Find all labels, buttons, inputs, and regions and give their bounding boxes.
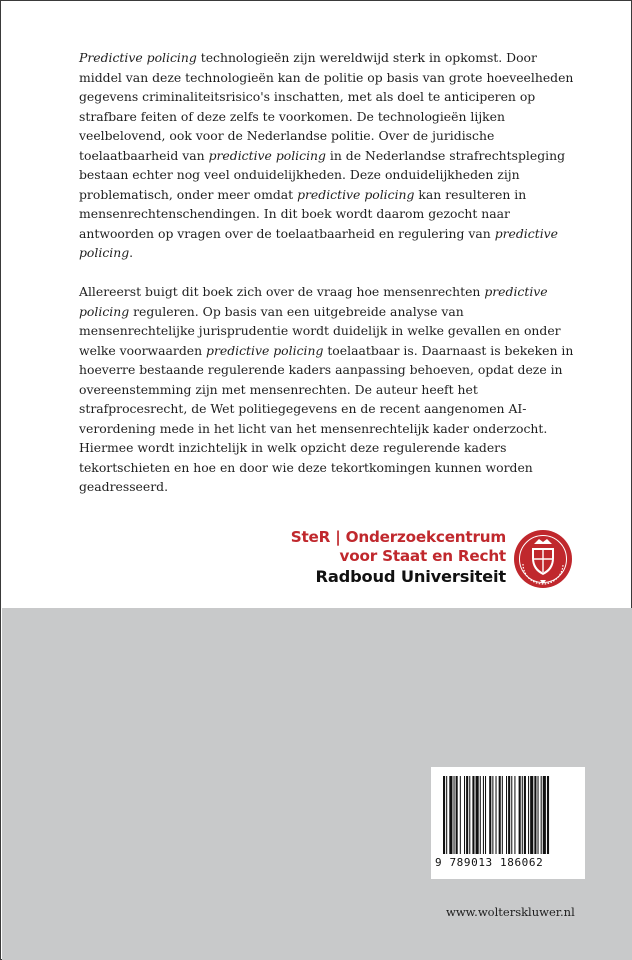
barcode-bar xyxy=(506,776,507,854)
barcode-bar xyxy=(476,776,479,854)
logo-line-staat-en-recht: voor Staat en Recht xyxy=(339,547,506,565)
barcode-bar xyxy=(543,776,546,854)
isbn-barcode xyxy=(431,767,585,879)
barcode-bar xyxy=(456,776,458,854)
barcode-bar xyxy=(496,776,497,854)
barcode-bar xyxy=(464,776,465,854)
publisher-logo xyxy=(290,528,586,590)
barcode-bar xyxy=(480,776,481,854)
barcode-bar xyxy=(502,776,503,854)
barcode-bar xyxy=(538,776,539,854)
barcode-bars-icon xyxy=(443,776,575,854)
barcode-bar xyxy=(443,776,445,854)
barcode-bar xyxy=(522,776,523,854)
barcode-bar xyxy=(524,776,526,854)
barcode-bar xyxy=(528,776,529,854)
barcode-bar xyxy=(547,776,549,854)
barcode-bar xyxy=(514,776,515,854)
barcode-bar xyxy=(519,776,521,854)
logo-line-ster: SteR | Onderzoekcentrum xyxy=(290,528,506,546)
barcode-bar xyxy=(454,776,455,854)
barcode-bar xyxy=(469,776,470,854)
barcode-bar xyxy=(472,776,474,854)
publisher-url: www.wolterskluwer.nl xyxy=(446,905,575,919)
barcode-bar xyxy=(530,776,533,854)
barcode-bar xyxy=(492,776,493,854)
barcode-bar xyxy=(534,776,536,854)
barcode-bar xyxy=(499,776,501,854)
barcode-bar xyxy=(446,776,447,854)
barcode-bar xyxy=(485,776,486,854)
logo-line-radboud: Radboud Universiteit xyxy=(315,567,506,586)
blurb-paragraph-2: Allereerst buigt dit boek zich over de vraag hoe mensenrechten predictive policing reguleren. Op basis van een uitgebreide analyse van mensenrechtelijke jurisprudentie wordt duidelijk in welke gevallen en onder welke voorwaarden predictive policing toelaatbaar is. Daarnaast is bekeken in hoeverre bestaande regulerende kaders aanpassing behoeven, opdat deze in overeenstemming zijn met mensenrechten. De auteur heeft het strafprocesrecht, de Wet politiegegevens en de recent aangenomen AI-verordening mede in het licht van het mensenrechtelijk kader onderzocht. Hiermee wordt inzichtelijk in welk opzicht deze regulerende kaders tekortschieten en hoe en door wie deze tekortkomingen kunnen worden geadresseerd. xyxy=(79,284,574,494)
blurb-paragraph-1: Predictive policing technologieën zijn wereldwijd sterk in opkomst. Door middel van deze technologieën kan de politie op basis van grote hoeveelheden gegevens criminaliteitsrisico's inschatten, met als doel te anticiperen op strafbare feiten of deze zelfs te voorkomen. De technologieën lijken veelbelovend, ook voor de Nederlandse politie. Over de juridische toelaatbaarheid van predictive policing in de Nederlandse strafrechtspleging bestaan echter nog veel onduidelijkheden. Deze onduidelijkheden zijn problematisch, onder meer omdat predictive policing kan resulteren in mensenrechtenschendingen. In dit boek wordt daarom gezocht naar antwoorden op vragen over de toelaatbaarheid en regulering van predictive policing. xyxy=(79,50,574,260)
barcode-bar xyxy=(460,776,461,854)
barcode-bar xyxy=(489,776,491,854)
barcode-bar xyxy=(466,776,468,854)
barcode-bar xyxy=(483,776,484,854)
barcode-bar xyxy=(541,776,542,854)
blurb-text xyxy=(79,48,575,516)
barcode-bar xyxy=(449,776,452,854)
isbn-digits: 9 789013 186062 xyxy=(435,856,544,869)
barcode-bar xyxy=(508,776,510,854)
radboud-seal-icon xyxy=(510,528,580,590)
barcode-bar xyxy=(511,776,512,854)
